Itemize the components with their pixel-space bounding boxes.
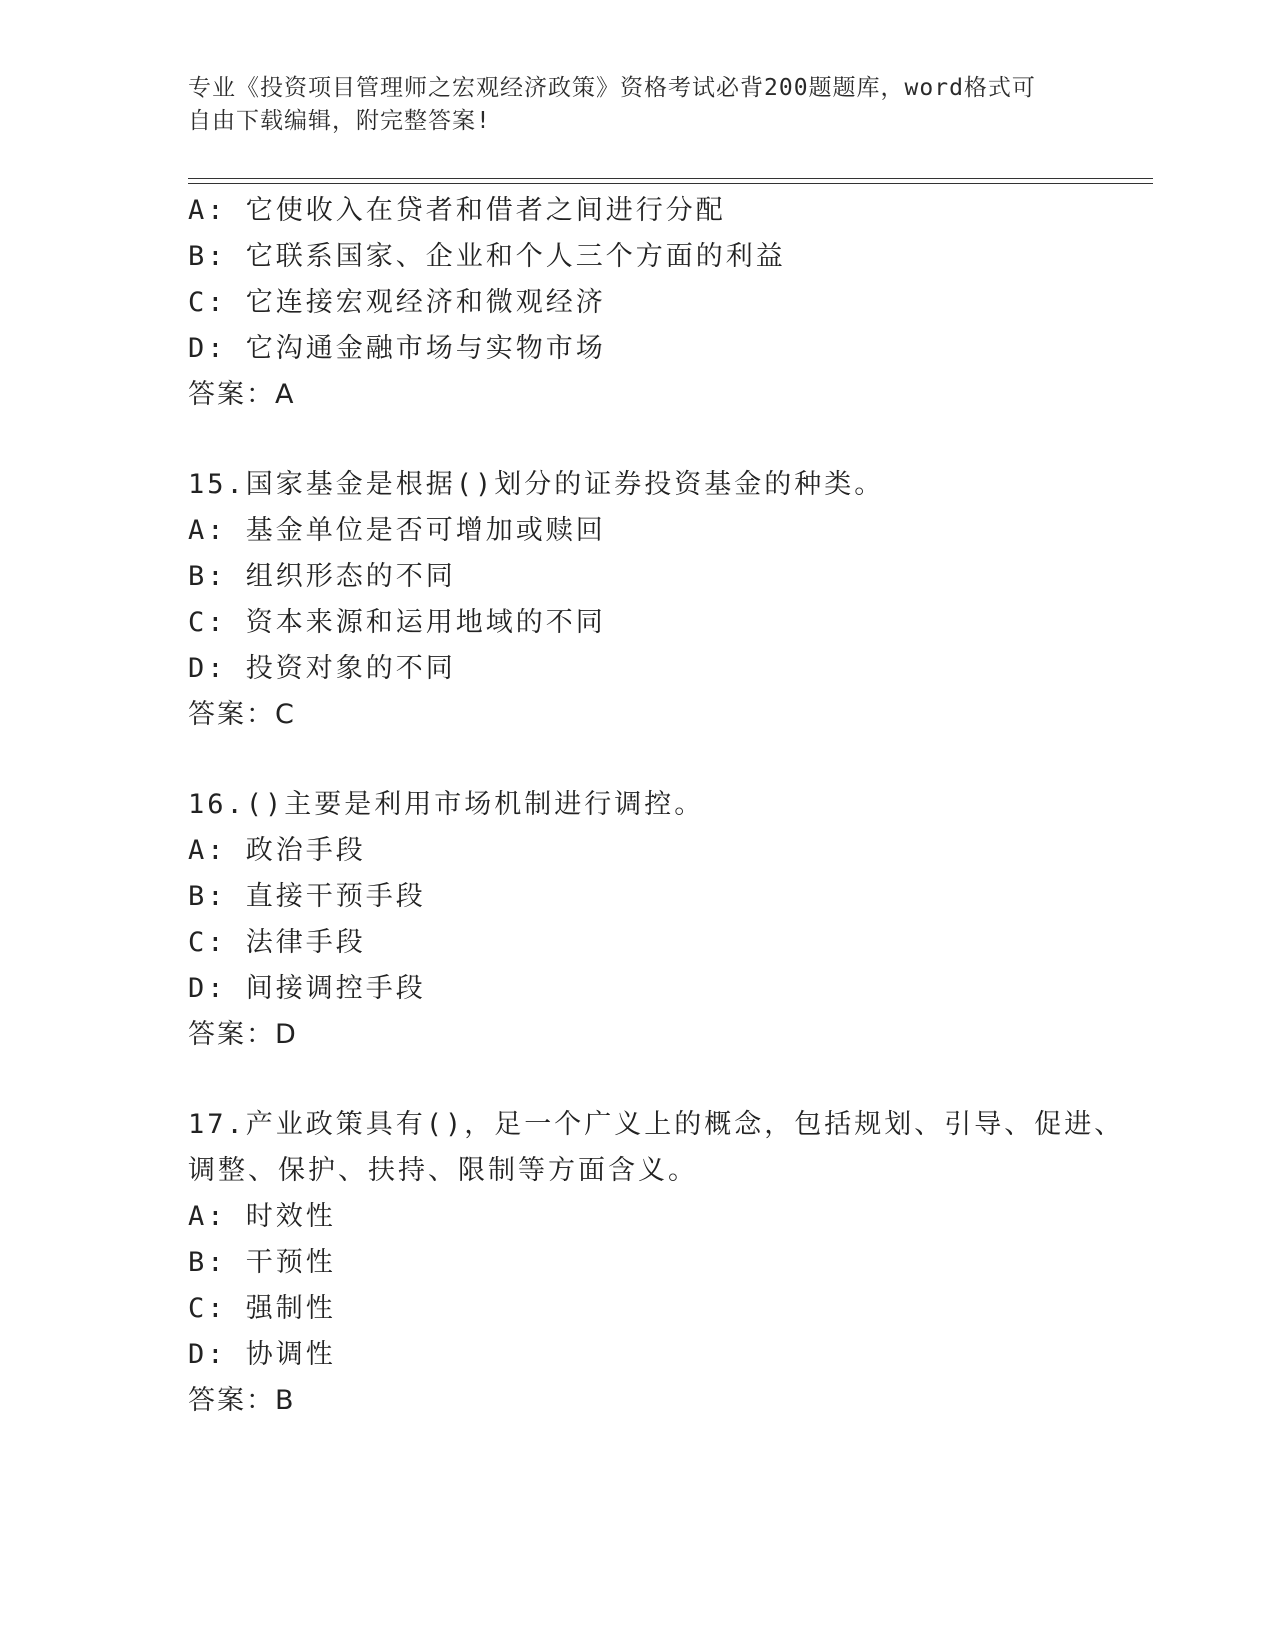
answer-line: 答案：D [188,1019,298,1050]
option-c: C: 它连接宏观经济和微观经济 [188,287,606,318]
question-list [188,188,1148,1424]
header-divider-bottom [188,183,1153,184]
option-c: C: 资本来源和运用地域的不同 [188,607,606,638]
question-text-line-2: 调整、保护、扶持、限制等方面含义。 [188,1155,698,1186]
option-b: B: 干预性 [188,1247,336,1278]
option-a: A: 政治手段 [188,835,366,866]
spacer [188,418,1148,462]
question-block-14 [188,188,1148,418]
question-text-line-1: 17.产业政策具有()，足一个广义上的概念，包括规划、引导、促进、 [188,1109,1125,1140]
option-d: D: 投资对象的不同 [188,653,456,684]
question-block-15 [188,462,1148,738]
answer-line: 答案：C [188,699,296,730]
option-b: B: 组织形态的不同 [188,561,456,592]
question-text: 16.()主要是利用市场机制进行调控。 [188,789,705,820]
option-c: C: 法律手段 [188,927,366,958]
option-b: B: 直接干预手段 [188,881,426,912]
option-a: A: 它使收入在贷者和借者之间进行分配 [188,195,726,226]
option-a: A: 时效性 [188,1201,336,1232]
spacer [188,738,1148,782]
option-d: D: 协调性 [188,1339,336,1370]
question-block-16 [188,782,1148,1058]
option-c: C: 强制性 [188,1293,336,1324]
option-b: B: 它联系国家、企业和个人三个方面的利益 [188,241,786,272]
option-a: A: 基金单位是否可增加或赎回 [188,515,606,546]
header-title-line-2: 自由下载编辑，附完整答案! [188,108,491,134]
option-d: D: 它沟通金融市场与实物市场 [188,333,606,364]
option-d: D: 间接调控手段 [188,973,426,1004]
answer-line: 答案：A [188,379,296,410]
document-header [188,72,1088,138]
spacer [188,1058,1148,1102]
answer-line: 答案：B [188,1385,296,1416]
header-title-line-1: 专业《投资项目管理师之宏观经济政策》资格考试必背200题题库，word格式可 [188,75,1036,101]
header-divider-top [188,178,1153,179]
question-block-17 [188,1102,1148,1424]
question-text: 15.国家基金是根据()划分的证券投资基金的种类。 [188,469,885,500]
